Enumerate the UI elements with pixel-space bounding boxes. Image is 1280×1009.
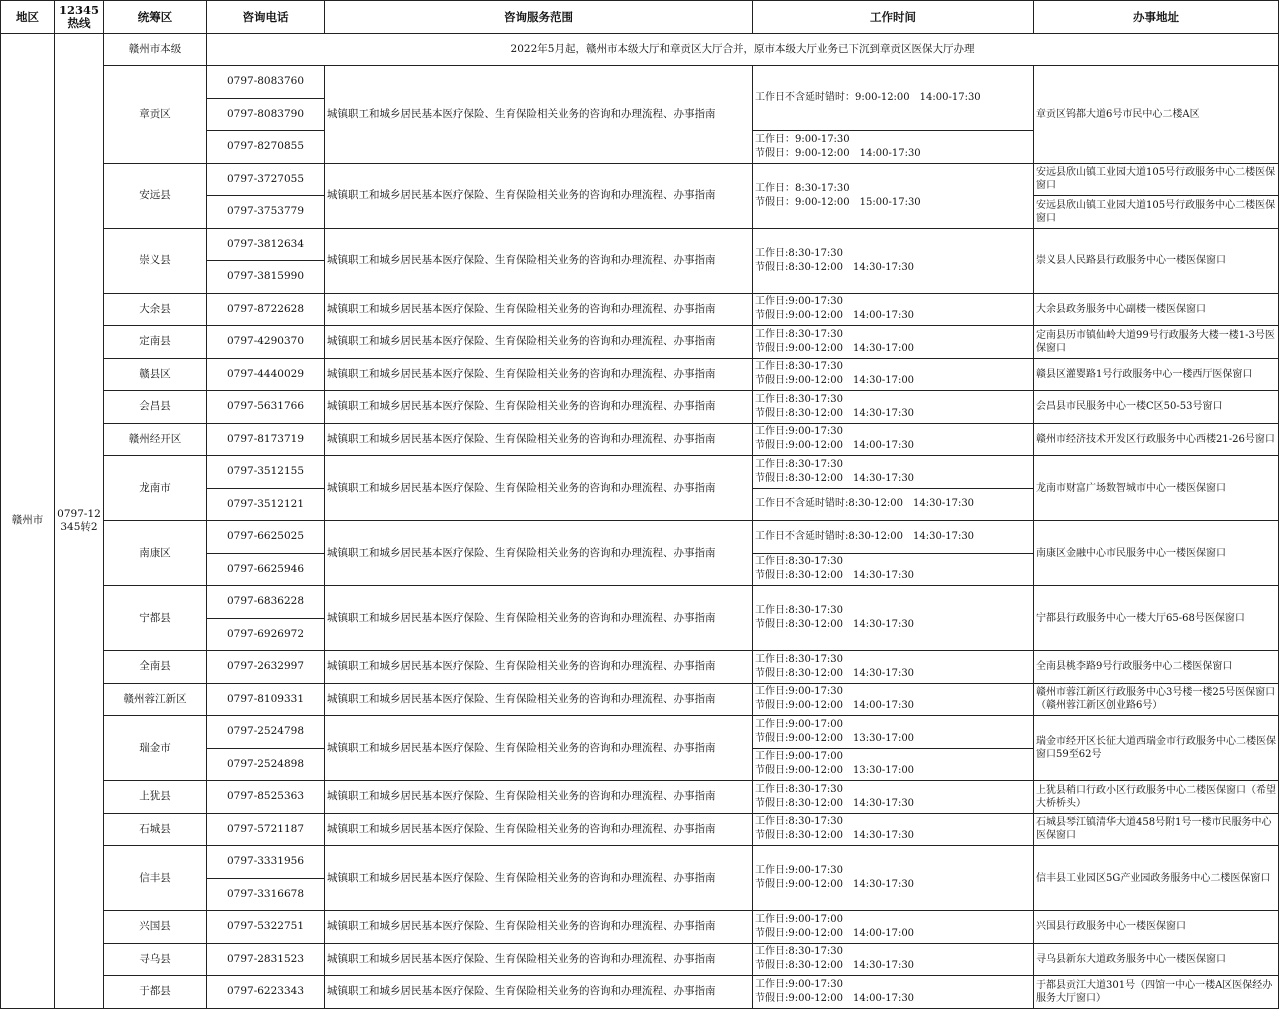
phone-number: 0797-3727055 (207, 163, 325, 196)
phone-number: 0797-6836228 (207, 586, 325, 619)
office-address: 于都县贡江大道301号（四馆一中心一楼A区医保经办服务大厅窗口） (1034, 976, 1279, 1009)
service-scope: 城镇职工和城乡居民基本医疗保险、生育保险相关业务的咨询和办理流程、办事指南 (325, 293, 753, 326)
working-hours-line: 节假日:8:30-12:00 14:30-17:30 (755, 830, 915, 842)
service-scope: 城镇职工和城乡居民基本医疗保险、生育保险相关业务的咨询和办理流程、办事指南 (325, 586, 753, 651)
working-hours-line: 节假日:9:00-12:00 14:30-17:00 (755, 375, 915, 387)
service-scope: 城镇职工和城乡居民基本医疗保险、生育保险相关业务的咨询和办理流程、办事指南 (325, 976, 753, 1009)
working-hours-line: 节假日:9:00-12:00 13:30-17:00 (755, 732, 915, 744)
working-hours-line: 工作日:8:30-17:30 (755, 605, 844, 616)
working-hours (753, 391, 1034, 424)
office-address: 石城县琴江镇清华大道458号附1号一楼市民服务中心医保窗口 (1034, 813, 1279, 846)
working-hours-line: 工作日:8:30-17:30 (755, 556, 844, 568)
office-address: 会昌县市民服务中心一楼C区50-53号窗口 (1034, 391, 1279, 424)
table-row (1, 716, 1279, 749)
office-address: 上犹县稍口行政小区行政服务中心二楼医保窗口（希望大桥桥头） (1034, 781, 1279, 814)
working-hours-line: 节假日:8:30-12:00 14:30-17:30 (755, 960, 915, 972)
working-hours (753, 326, 1034, 359)
table-row (1, 326, 1279, 359)
working-hours-line: 工作日：9:00-17:30 (755, 133, 850, 145)
district-name: 于都县 (104, 976, 207, 1009)
district-name: 宁都县 (104, 586, 207, 651)
working-hours (753, 748, 1034, 781)
district-name: 赣州市本级 (104, 34, 207, 66)
working-hours-line: 节假日：9:00-12:00 15:00-17:30 (755, 196, 921, 208)
phone-number: 0797-2831523 (207, 943, 325, 976)
header-region: 地区 (1, 1, 55, 34)
office-address: 大余县政务服务中心副楼一楼医保窗口 (1034, 293, 1279, 326)
phone-number: 0797-2632997 (207, 651, 325, 684)
working-hours-line: 工作日:9:00-17:30 (755, 686, 844, 698)
working-hours (753, 911, 1034, 944)
district-name: 瑞金市 (104, 716, 207, 781)
phone-number: 0797-3316678 (207, 878, 325, 911)
phone-number: 0797-4440029 (207, 358, 325, 391)
service-scope: 城镇职工和城乡居民基本医疗保险、生育保险相关业务的咨询和办理流程、办事指南 (325, 66, 753, 164)
phone-number: 0797-4290370 (207, 326, 325, 359)
office-address: 兴国县行政服务中心一楼医保窗口 (1034, 911, 1279, 944)
header-working-hours: 工作时间 (753, 1, 1034, 34)
working-hours (753, 358, 1034, 391)
working-hours-line: 工作日不含延时错时:8:30-12:00 14:30-17:30 (755, 530, 975, 542)
table-row (1, 683, 1279, 716)
benjie-notice: 2022年5月起，赣州市本级大厅和章贡区大厅合并，原市本级大厅业务已下沉到章贡区医保大厅办理 (207, 34, 1279, 66)
phone-number: 0797-5631766 (207, 391, 325, 424)
district-name: 定南县 (104, 326, 207, 359)
working-hours-line: 工作日:8:30-17:30 (755, 393, 844, 405)
office-address: 安远县欣山镇工业园大道105号行政服务中心二楼医保窗口 (1034, 163, 1279, 196)
district-name: 赣州经开区 (104, 423, 207, 456)
working-hours-line: 节假日:8:30-12:00 14:30-17:30 (755, 570, 915, 582)
table-row (1, 66, 1279, 99)
working-hours-line: 工作日:9:00-17:00 (755, 913, 844, 925)
district-name: 上犹县 (104, 781, 207, 814)
table-row (1, 651, 1279, 684)
table-row (1, 943, 1279, 976)
district-name: 赣县区 (104, 358, 207, 391)
header-hotline: 12345热线 (55, 1, 104, 34)
working-hours-line: 工作日：8:30-17:30 (755, 182, 850, 194)
working-hours (753, 521, 1034, 554)
service-scope: 城镇职工和城乡居民基本医疗保险、生育保险相关业务的咨询和办理流程、办事指南 (325, 456, 753, 521)
working-hours (753, 456, 1034, 489)
phone-number: 0797-8173719 (207, 423, 325, 456)
service-scope: 城镇职工和城乡居民基本医疗保险、生育保险相关业务的咨询和办理流程、办事指南 (325, 651, 753, 684)
phone-number: 0797-2524898 (207, 748, 325, 781)
office-address: 南康区金融中心市民服务中心一楼医保窗口 (1034, 521, 1279, 586)
district-name: 南康区 (104, 521, 207, 586)
office-address: 信丰县工业园区5G产业园政务服务中心二楼医保窗口 (1034, 846, 1279, 911)
table-row (1, 911, 1279, 944)
working-hours (753, 163, 1034, 228)
office-address: 章贡区钨都大道6号市民中心二楼A区 (1034, 66, 1279, 164)
working-hours (753, 586, 1034, 651)
service-scope: 城镇职工和城乡居民基本医疗保险、生育保险相关业务的咨询和办理流程、办事指南 (325, 228, 753, 293)
working-hours (753, 813, 1034, 846)
service-scope: 城镇职工和城乡居民基本医疗保险、生育保险相关业务的咨询和办理流程、办事指南 (325, 358, 753, 391)
working-hours-line: 工作日:8:30-17:30 (755, 458, 844, 470)
district-name: 安远县 (104, 163, 207, 228)
table-row (1, 358, 1279, 391)
table-row (1, 846, 1279, 879)
service-scope: 城镇职工和城乡居民基本医疗保险、生育保险相关业务的咨询和办理流程、办事指南 (325, 911, 753, 944)
phone-number: 0797-8722628 (207, 293, 325, 326)
district-name: 兴国县 (104, 911, 207, 944)
working-hours (753, 651, 1034, 684)
working-hours-line: 工作日:9:00-17:30 (755, 865, 844, 876)
phone-number: 0797-6625946 (207, 553, 325, 586)
working-hours (753, 131, 1034, 164)
working-hours-line: 节假日:9:00-12:00 14:30-17:30 (755, 879, 915, 890)
phone-number: 0797-6625025 (207, 521, 325, 554)
working-hours-line: 工作日不含延时错时:8:30-12:00 14:30-17:30 (755, 498, 975, 510)
office-address: 赣县区灌婴路1号行政服务中心一楼西厅医保窗口 (1034, 358, 1279, 391)
phone-number: 0797-5721187 (207, 813, 325, 846)
working-hours-line: 节假日:8:30-12:00 14:30-17:30 (755, 667, 915, 679)
region-cell: 赣州市 (1, 34, 55, 1009)
office-address: 定南县历市镇仙岭大道99号行政服务大楼一楼1-3号医保窗口 (1034, 326, 1279, 359)
table-row (1, 781, 1279, 814)
phone-number: 0797-6926972 (207, 618, 325, 651)
service-scope: 城镇职工和城乡居民基本医疗保险、生育保险相关业务的咨询和办理流程、办事指南 (325, 163, 753, 228)
working-hours-line: 工作日:8:30-17:30 (755, 361, 844, 373)
district-name: 寻乌县 (104, 943, 207, 976)
working-hours-line: 工作日:9:00-17:00 (755, 718, 844, 730)
working-hours-line: 工作日:8:30-17:30 (755, 653, 844, 665)
working-hours-line: 工作日:8:30-17:30 (755, 946, 844, 958)
working-hours-line: 工作日:9:00-17:00 (755, 751, 844, 763)
phone-number: 0797-3753779 (207, 196, 325, 229)
phone-number: 0797-3331956 (207, 846, 325, 879)
working-hours (753, 66, 1034, 131)
working-hours-line: 节假日:9:00-12:00 13:30-17:00 (755, 765, 915, 777)
working-hours-line: 工作日:9:00-17:30 (755, 296, 844, 308)
working-hours-line: 工作日:8:30-17:30 (755, 783, 844, 795)
table-row (1, 391, 1279, 424)
phone-number: 0797-3512155 (207, 456, 325, 489)
table-row (1, 456, 1279, 489)
office-address: 赣州市蓉江新区行政服务中心3号楼一楼25号医保窗口（赣州蓉江新区创业路6号） (1034, 683, 1279, 716)
working-hours (753, 781, 1034, 814)
working-hours-line: 工作日:8:30-17:30 (755, 816, 844, 828)
working-hours-line: 工作日:9:00-17:30 (755, 978, 844, 990)
service-scope: 城镇职工和城乡居民基本医疗保险、生育保险相关业务的咨询和办理流程、办事指南 (325, 781, 753, 814)
working-hours-line: 节假日:8:30-12:00 14:30-17:30 (755, 407, 915, 419)
phone-number: 0797-8109331 (207, 683, 325, 716)
working-hours (753, 976, 1034, 1009)
table-row (1, 293, 1279, 326)
table-row (1, 976, 1279, 1009)
phone-number: 0797-8525363 (207, 781, 325, 814)
working-hours-line: 节假日:9:00-12:00 14:00-17:30 (755, 992, 915, 1004)
working-hours (753, 943, 1034, 976)
table-row (1, 521, 1279, 554)
office-address: 赣州市经济技术开发区行政服务中心西楼21-26号窗口 (1034, 423, 1279, 456)
header-district: 统筹区 (104, 1, 207, 34)
table-row (1, 813, 1279, 846)
phone-number: 0797-3815990 (207, 261, 325, 294)
working-hours-line: 节假日:8:30-12:00 14:30-17:30 (755, 797, 915, 809)
working-hours-line: 节假日:9:00-12:00 14:30-17:00 (755, 342, 915, 354)
office-address: 瑞金市经开区长征大道西瑞金市行政服务中心二楼医保窗口59至62号 (1034, 716, 1279, 781)
district-name: 大余县 (104, 293, 207, 326)
working-hours-line: 工作日:8:30-17:30 (755, 328, 844, 340)
header-address: 办事地址 (1034, 1, 1279, 34)
working-hours (753, 716, 1034, 749)
district-name: 会昌县 (104, 391, 207, 424)
header-row (1, 1, 1279, 34)
service-scope: 城镇职工和城乡居民基本医疗保险、生育保险相关业务的咨询和办理流程、办事指南 (325, 391, 753, 424)
office-address: 安远县欣山镇工业园大道105号行政服务中心二楼医保窗口 (1034, 196, 1279, 229)
working-hours-line: 节假日：9:00-12:00 14:00-17:30 (755, 147, 921, 159)
hotline-cell: 0797-12345转2 (55, 34, 104, 1009)
phone-number: 0797-8083790 (207, 98, 325, 131)
table-row (1, 586, 1279, 619)
phone-number: 0797-8270855 (207, 131, 325, 164)
working-hours (753, 423, 1034, 456)
service-scope: 城镇职工和城乡居民基本医疗保险、生育保险相关业务的咨询和办理流程、办事指南 (325, 521, 753, 586)
district-name: 崇义县 (104, 228, 207, 293)
working-hours-line: 节假日:8:30-12:00 14:30-17:30 (755, 261, 915, 273)
phone-number: 0797-3812634 (207, 228, 325, 261)
office-address: 寻乌县新东大道政务服务中心一楼医保窗口 (1034, 943, 1279, 976)
working-hours-line: 工作日:8:30-17:30 (755, 247, 844, 259)
working-hours-line: 节假日:9:00-12:00 14:00-17:30 (755, 310, 915, 322)
district-name: 全南县 (104, 651, 207, 684)
working-hours-line: 节假日:8:30-12:00 14:30-17:30 (755, 619, 915, 630)
service-scope: 城镇职工和城乡居民基本医疗保险、生育保险相关业务的咨询和办理流程、办事指南 (325, 423, 753, 456)
table-row (1, 163, 1279, 196)
working-hours (753, 846, 1034, 911)
service-scope: 城镇职工和城乡居民基本医疗保险、生育保险相关业务的咨询和办理流程、办事指南 (325, 943, 753, 976)
service-scope: 城镇职工和城乡居民基本医疗保险、生育保险相关业务的咨询和办理流程、办事指南 (325, 326, 753, 359)
district-name: 章贡区 (104, 66, 207, 164)
phone-number: 0797-5322751 (207, 911, 325, 944)
working-hours-line: 工作日:9:00-17:30 (755, 426, 844, 438)
working-hours-line: 节假日:9:00-12:00 14:00-17:00 (755, 927, 915, 939)
working-hours (753, 553, 1034, 586)
district-name: 赣州蓉江新区 (104, 683, 207, 716)
service-scope: 城镇职工和城乡居民基本医疗保险、生育保险相关业务的咨询和办理流程、办事指南 (325, 716, 753, 781)
office-address: 龙南市财富广场数智城市中心一楼医保窗口 (1034, 456, 1279, 521)
phone-number: 0797-3512121 (207, 488, 325, 521)
table-row (1, 423, 1279, 456)
working-hours-line: 节假日:9:00-12:00 14:00-17:30 (755, 440, 915, 452)
district-name: 石城县 (104, 813, 207, 846)
office-address: 崇义县人民路县行政服务中心一楼医保窗口 (1034, 228, 1279, 293)
service-scope: 城镇职工和城乡居民基本医疗保险、生育保险相关业务的咨询和办理流程、办事指南 (325, 846, 753, 911)
office-address: 宁都县行政服务中心一楼大厅65-68号医保窗口 (1034, 586, 1279, 651)
header-service-scope: 咨询服务范围 (325, 1, 753, 34)
working-hours (753, 293, 1034, 326)
service-scope: 城镇职工和城乡居民基本医疗保险、生育保险相关业务的咨询和办理流程、办事指南 (325, 683, 753, 716)
header-phone: 咨询电话 (207, 1, 325, 34)
working-hours (753, 683, 1034, 716)
phone-number: 0797-2524798 (207, 716, 325, 749)
working-hours-line: 工作日不含延时错时：9:00-12:00 14:00-17:30 (755, 92, 981, 103)
phone-number: 0797-6223343 (207, 976, 325, 1009)
working-hours (753, 228, 1034, 293)
phone-number: 0797-8083760 (207, 66, 325, 99)
working-hours-line: 节假日:9:00-12:00 14:00-17:30 (755, 700, 915, 712)
service-scope: 城镇职工和城乡居民基本医疗保险、生育保险相关业务的咨询和办理流程、办事指南 (325, 813, 753, 846)
table-row (1, 228, 1279, 261)
table-row (1, 34, 1279, 66)
office-address: 全南县桃李路9号行政服务中心二楼医保窗口 (1034, 651, 1279, 684)
working-hours (753, 488, 1034, 521)
district-name: 信丰县 (104, 846, 207, 911)
district-name: 龙南市 (104, 456, 207, 521)
working-hours-line: 节假日:8:30-12:00 14:30-17:30 (755, 472, 915, 484)
